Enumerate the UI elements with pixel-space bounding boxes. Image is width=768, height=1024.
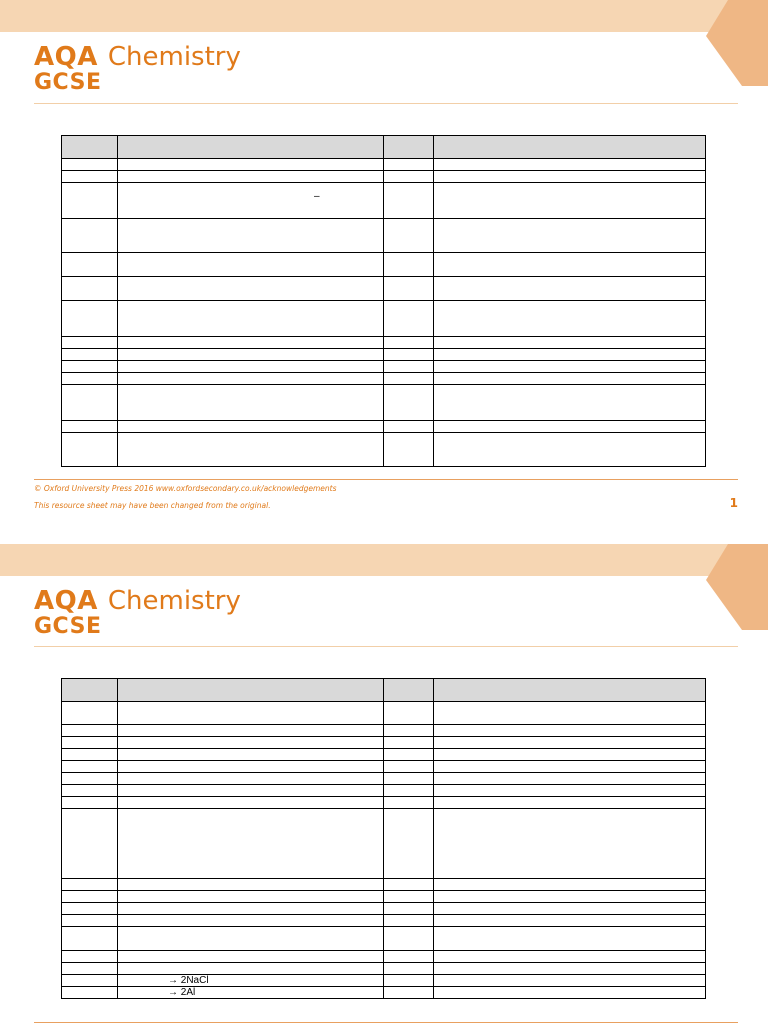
header-band <box>0 0 768 32</box>
header-rule <box>34 646 738 647</box>
equation-al: → 2Al <box>118 987 384 999</box>
logo-aqa: AQA <box>34 586 98 616</box>
worksheet-table <box>61 678 706 999</box>
page-number: 1 <box>729 496 738 510</box>
minus-sign: – <box>314 191 320 202</box>
corner-decoration <box>706 544 768 630</box>
footer-rule <box>34 479 738 480</box>
logo-level: GCSE <box>34 614 102 639</box>
logo <box>34 586 241 639</box>
logo-subject: Chemistry <box>107 586 241 616</box>
footer-rule <box>34 1022 738 1023</box>
worksheet-table <box>61 135 706 467</box>
logo-subject: Chemistry <box>107 42 241 72</box>
header-rule <box>34 103 738 104</box>
equation-nacl: → 2NaCl <box>118 975 384 987</box>
footer-notice: This resource sheet may have been changed from the original. <box>34 501 271 510</box>
logo-aqa: AQA <box>34 42 98 72</box>
page-2 <box>0 544 768 1024</box>
logo <box>34 42 241 95</box>
header-band <box>0 544 768 576</box>
corner-decoration <box>706 0 768 86</box>
footer-copyright: © Oxford University Press 2016 www.oxfordsecondary.co.uk/acknowledgements <box>34 484 337 493</box>
logo-level: GCSE <box>34 70 102 95</box>
